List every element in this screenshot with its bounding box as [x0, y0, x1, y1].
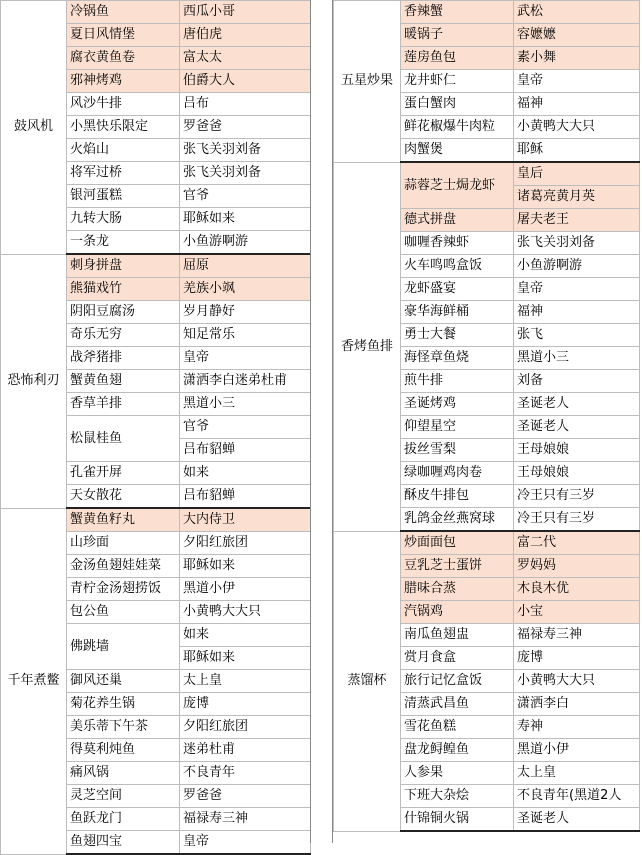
dish-cell: 德式拼盘 — [401, 209, 514, 232]
owner-cell: 武松 — [514, 1, 640, 24]
owner-cell: 福神 — [514, 93, 640, 116]
left-body — [1, 1, 311, 855]
owner-cell: 潇洒李白迷弟杜甫 — [180, 370, 311, 393]
right-table — [333, 0, 640, 832]
dish-cell: 咖喱香辣虾 — [401, 232, 514, 255]
dish-cell: 风沙牛排 — [67, 93, 180, 116]
owner-cell: 福禄寿三神 — [180, 808, 311, 831]
owner-cell: 福禄寿三神 — [514, 624, 640, 647]
dish-cell: 圣诞烤鸡 — [401, 393, 514, 416]
dish-cell: 雪花鱼糕 — [401, 716, 514, 739]
dish-cell: 蒜蓉芝士焗龙虾 — [401, 162, 514, 209]
owner-cell: 张飞 — [514, 324, 640, 347]
owner-cell: 官爷 — [180, 416, 311, 439]
dish-cell: 什锦铜火锅 — [401, 808, 514, 832]
owner-cell: 小鱼游啊游 — [514, 255, 640, 278]
dish-cell: 炒面面包 — [401, 531, 514, 555]
dish-cell: 夏日风情堡 — [67, 24, 180, 47]
dish-cell: 痛风锅 — [67, 762, 180, 785]
owner-cell: 小鱼游啊游 — [180, 231, 311, 255]
owner-cell: 迷弟杜甫 — [180, 739, 311, 762]
column-gap — [310, 0, 333, 843]
owner-cell: 耶稣 — [514, 139, 640, 163]
dish-cell: 南瓜鱼翅盅 — [401, 624, 514, 647]
owner-cell: 庞博 — [514, 647, 640, 670]
owner-cell: 冷王只有三岁 — [514, 485, 640, 508]
owner-cell: 屈原 — [180, 254, 311, 278]
category-cell: 香烤鱼排 — [334, 162, 401, 531]
owner-cell: 诸葛亮黄月英 — [514, 186, 640, 209]
owner-cell: 王母娘娘 — [514, 439, 640, 462]
dish-cell: 仰望星空 — [401, 416, 514, 439]
dish-cell: 酥皮牛排包 — [401, 485, 514, 508]
table-row — [1, 1, 311, 24]
owner-cell: 如来 — [180, 624, 311, 647]
dish-cell: 鱼翅四宝 — [67, 831, 180, 855]
owner-cell: 小黄鸭大大只 — [514, 116, 640, 139]
owner-cell: 伯爵大人 — [180, 70, 311, 93]
owner-cell: 容嬷嬷 — [514, 24, 640, 47]
owner-cell: 潇洒李白 — [514, 693, 640, 716]
owner-cell: 圣诞老人 — [514, 808, 640, 832]
owner-cell: 素小舞 — [514, 47, 640, 70]
dish-cell: 一条龙 — [67, 231, 180, 255]
owner-cell: 寿神 — [514, 716, 640, 739]
owner-cell: 张飞关羽刘备 — [180, 139, 311, 162]
owner-cell: 张飞关羽刘备 — [180, 162, 311, 185]
dish-cell: 旅行记忆盒饭 — [401, 670, 514, 693]
owner-cell: 富二代 — [514, 531, 640, 555]
category-cell: 五星炒果 — [334, 1, 401, 163]
owner-cell: 福神 — [514, 301, 640, 324]
dish-cell: 肉蟹煲 — [401, 139, 514, 163]
category-cell: 鼓风机 — [1, 1, 67, 255]
owner-cell: 刘备 — [514, 370, 640, 393]
category-cell: 蒸馏杯 — [334, 531, 401, 831]
dish-cell: 腊味合蒸 — [401, 578, 514, 601]
owner-cell: 耶稣如来 — [180, 555, 311, 578]
dish-cell: 拔丝雪梨 — [401, 439, 514, 462]
owner-cell: 不良青年 — [180, 762, 311, 785]
dish-cell: 下班大杂烩 — [401, 785, 514, 808]
dish-cell: 奇乐无穷 — [67, 324, 180, 347]
dish-cell: 腐衣黄鱼卷 — [67, 47, 180, 70]
owner-cell: 夕阳红旅团 — [180, 716, 311, 739]
dish-cell: 得莫利炖鱼 — [67, 739, 180, 762]
owner-cell: 太上皇 — [180, 670, 311, 693]
dish-cell: 小黑快乐限定 — [67, 116, 180, 139]
owner-cell: 吕布貂蝉 — [180, 439, 311, 462]
dish-cell: 银河蛋糕 — [67, 185, 180, 208]
dish-cell: 蛋白蟹肉 — [401, 93, 514, 116]
owner-cell: 罗爸爸 — [180, 116, 311, 139]
dish-cell: 煎牛排 — [401, 370, 514, 393]
dish-cell: 刺身拼盘 — [67, 254, 180, 278]
owner-cell: 圣诞老人 — [514, 393, 640, 416]
dish-cell: 九转大肠 — [67, 208, 180, 231]
dish-cell: 鲜花椒爆牛肉粒 — [401, 116, 514, 139]
dish-cell: 香草羊排 — [67, 393, 180, 416]
dish-cell: 邪神烤鸡 — [67, 70, 180, 93]
dish-cell: 人参果 — [401, 762, 514, 785]
dish-cell: 龙虾盛宴 — [401, 278, 514, 301]
table-row — [334, 531, 640, 555]
owner-cell: 岁月静好 — [180, 301, 311, 324]
dish-cell: 鱼跃龙门 — [67, 808, 180, 831]
dish-cell: 美乐蒂下午茶 — [67, 716, 180, 739]
owner-cell: 耶稣如来 — [180, 647, 311, 670]
owner-cell: 西瓜小哥 — [180, 1, 311, 24]
dish-cell: 海怪章鱼烧 — [401, 347, 514, 370]
dish-cell: 勇士大餐 — [401, 324, 514, 347]
dish-cell: 熊猫戏竹 — [67, 278, 180, 301]
owner-cell: 吕布貂蝉 — [180, 485, 311, 509]
owner-cell: 吕布 — [180, 93, 311, 116]
table-row — [1, 508, 311, 532]
dish-cell: 蟹黄鱼翅 — [67, 370, 180, 393]
dish-cell: 松鼠桂鱼 — [67, 416, 180, 462]
owner-cell: 不良青年(黑道2人 — [514, 785, 640, 808]
dish-cell: 灵芝空间 — [67, 785, 180, 808]
dish-cell: 乳鸽金丝燕窝球 — [401, 508, 514, 532]
owner-cell: 如来 — [180, 462, 311, 485]
owner-cell: 羌族小飒 — [180, 278, 311, 301]
dish-cell: 蟹黄鱼籽丸 — [67, 508, 180, 532]
table-row — [334, 1, 640, 24]
owner-cell: 唐伯虎 — [180, 24, 311, 47]
owner-cell: 圣诞老人 — [514, 416, 640, 439]
owner-cell: 知足常乐 — [180, 324, 311, 347]
dish-cell: 清蒸武昌鱼 — [401, 693, 514, 716]
table-row — [334, 162, 640, 186]
dish-cell: 香辣蟹 — [401, 1, 514, 24]
dish-cell: 包公鱼 — [67, 601, 180, 624]
owner-cell: 黑道小三 — [514, 347, 640, 370]
owner-cell: 黑道小伊 — [180, 578, 311, 601]
dish-cell: 火车鸣鸣盒饭 — [401, 255, 514, 278]
right-body — [334, 1, 640, 832]
dish-cell: 山珍面 — [67, 532, 180, 555]
dish-cell: 战斧猪排 — [67, 347, 180, 370]
dish-cell: 冷锅鱼 — [67, 1, 180, 24]
owner-cell: 庞博 — [180, 693, 311, 716]
dish-cell: 青柠金汤翅捞饭 — [67, 578, 180, 601]
owner-cell: 罗妈妈 — [514, 555, 640, 578]
owner-cell: 皇帝 — [180, 831, 311, 855]
owner-cell: 罗爸爸 — [180, 785, 311, 808]
dish-cell: 汽锅鸡 — [401, 601, 514, 624]
owner-cell: 耶稣如来 — [180, 208, 311, 231]
dish-cell: 绿咖喱鸡肉卷 — [401, 462, 514, 485]
owner-cell: 小黄鸭大大只 — [514, 670, 640, 693]
owner-cell: 小黄鸭大大只 — [180, 601, 311, 624]
dish-cell: 龙井虾仁 — [401, 70, 514, 93]
owner-cell: 张飞关羽刘备 — [514, 232, 640, 255]
owner-cell: 皇帝 — [514, 278, 640, 301]
owner-cell: 皇后 — [514, 162, 640, 186]
dish-cell: 豆乳芝士蛋饼 — [401, 555, 514, 578]
dish-cell: 金汤鱼翅娃娃菜 — [67, 555, 180, 578]
dish-cell: 佛跳墙 — [67, 624, 180, 670]
dish-cell: 盘龙鲟鳇鱼 — [401, 739, 514, 762]
owner-cell: 皇帝 — [514, 70, 640, 93]
owner-cell: 大内侍卫 — [180, 508, 311, 532]
owner-cell: 小宝 — [514, 601, 640, 624]
table-row — [1, 254, 311, 278]
owner-cell: 皇帝 — [180, 347, 311, 370]
owner-cell: 官爷 — [180, 185, 311, 208]
owner-cell: 黑道小三 — [180, 393, 311, 416]
dish-cell: 赏月食盒 — [401, 647, 514, 670]
left-table — [0, 0, 311, 855]
dish-cell: 天女散花 — [67, 485, 180, 509]
dish-cell: 阴阳豆腐汤 — [67, 301, 180, 324]
dish-cell: 御风还巢 — [67, 670, 180, 693]
dish-cell: 莲房鱼包 — [401, 47, 514, 70]
owner-cell: 木良木优 — [514, 578, 640, 601]
owner-cell: 太上皇 — [514, 762, 640, 785]
category-cell: 恐怖利刃 — [1, 254, 67, 508]
dish-cell: 暖锅子 — [401, 24, 514, 47]
dish-cell: 孔雀开屏 — [67, 462, 180, 485]
dish-cell: 火焰山 — [67, 139, 180, 162]
dish-cell: 菊花养生锅 — [67, 693, 180, 716]
owner-cell: 黑道小伊 — [514, 739, 640, 762]
owner-cell: 王母娘娘 — [514, 462, 640, 485]
dish-cell: 将军过桥 — [67, 162, 180, 185]
owner-cell: 屠夫老王 — [514, 209, 640, 232]
dish-cell: 豪华海鲜桶 — [401, 301, 514, 324]
owner-cell: 冷王只有三岁 — [514, 508, 640, 532]
category-cell: 千年煮鳖 — [1, 508, 67, 854]
owner-cell: 富太太 — [180, 47, 311, 70]
owner-cell: 夕阳红旅团 — [180, 532, 311, 555]
